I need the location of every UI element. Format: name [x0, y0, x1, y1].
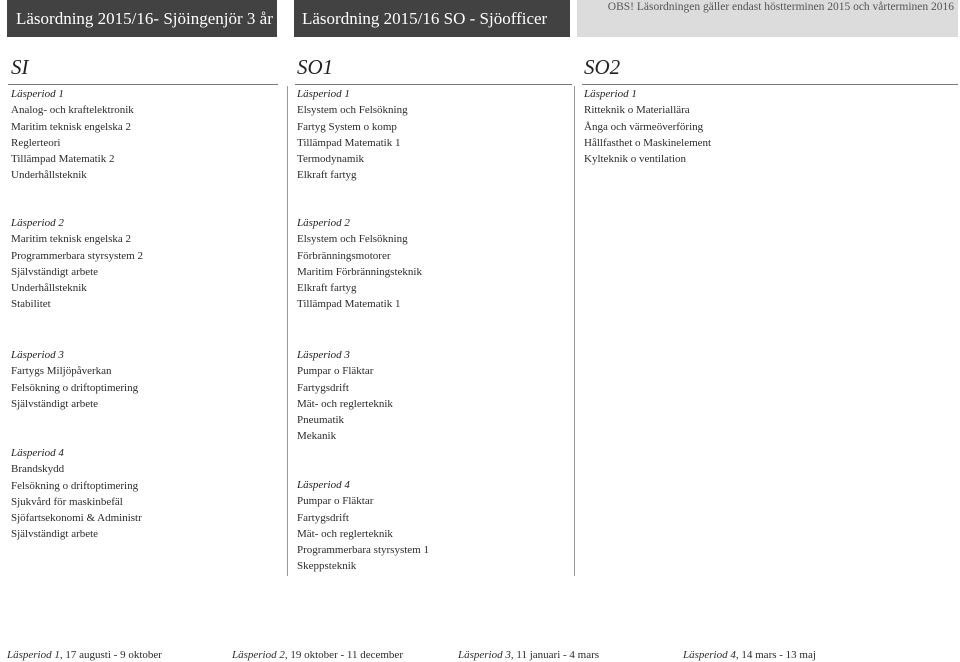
period-dates-footer	[0, 649, 960, 662]
course-item: Självständigt arbete	[11, 265, 99, 278]
course-item: Fartygs Miljöpåverkan	[11, 365, 112, 378]
course-item: Elkraft fartyg	[297, 169, 357, 182]
column-heading-si: SI	[11, 55, 29, 79]
footer-period-dates: , 14 mars - 13 maj	[735, 649, 816, 661]
tab-sjoingenjor-label: Läsordning 2015/16- Sjöingenjör 3 år	[16, 9, 273, 28]
course-item: Underhållsteknik	[11, 169, 87, 182]
footer-period-dates: , 11 januari - 4 mars	[510, 649, 600, 661]
course-item: Sjukvård för maskinbefäl	[11, 495, 123, 508]
course-item: Termodynamik	[297, 153, 365, 166]
course-item: Stabilitet	[11, 298, 51, 311]
si-period-4	[11, 445, 142, 543]
course-item: Elkraft fartyg	[297, 282, 357, 295]
so1-period-1	[297, 86, 408, 184]
course-item: Pumpar o Fläktar	[297, 365, 374, 378]
footer-period-label: Läsperiod 4	[683, 649, 736, 661]
so1-period-2	[297, 215, 422, 313]
course-item: Självständigt arbete	[11, 397, 99, 410]
footer-period-label: Läsperiod 1	[7, 649, 60, 661]
footer-period-4	[683, 649, 816, 661]
column-heading-so1: SO1	[297, 55, 334, 79]
si-period-2	[11, 215, 143, 313]
period-title: Läsperiod 2	[11, 217, 64, 229]
course-item: Ritteknik o Materiallära	[584, 104, 690, 117]
course-item: Programmerbara styrsystem 1	[297, 544, 429, 557]
footer-period-label: Läsperiod 3	[458, 649, 511, 661]
course-item: Fartygsdrift	[297, 511, 349, 524]
course-item: Elsystem och Felsökning	[297, 104, 408, 117]
course-item: Fartygsdrift	[297, 381, 349, 394]
course-item: Analog- och kraftelektronik	[11, 104, 134, 117]
so1-period-4	[297, 477, 429, 575]
period-title: Läsperiod 1	[584, 88, 637, 100]
course-item: Tillämpad Matematik 1	[297, 136, 401, 149]
footer-period-3	[458, 649, 599, 661]
footer-period-dates: , 19 oktober - 11 december	[284, 649, 403, 661]
course-item: Maritim teknisk engelska 2	[11, 120, 132, 133]
column-separator-2	[574, 86, 575, 576]
so1-period-3	[297, 347, 393, 445]
course-item: Programmerbara styrsystem 2	[11, 249, 143, 262]
course-item: Elsystem och Felsökning	[297, 233, 408, 246]
course-item: Felsökning o driftoptimering	[11, 381, 139, 394]
period-title: Läsperiod 1	[297, 88, 350, 100]
course-item: Brandskydd	[11, 463, 65, 476]
course-item: Fartyg System o komp	[297, 120, 397, 133]
course-item: Felsökning o driftoptimering	[11, 479, 139, 492]
footer-period-2	[232, 649, 403, 661]
course-item: Pneumatik	[297, 414, 345, 427]
course-item: Förbränningsmotorer	[297, 249, 391, 262]
column-divider-so1	[295, 84, 572, 85]
period-title: Läsperiod 2	[297, 217, 350, 229]
so2-period-1	[584, 86, 711, 167]
course-item: Underhållsteknik	[11, 282, 87, 295]
course-item: Skeppsteknik	[297, 560, 357, 573]
course-item: Mät- och reglerteknik	[297, 527, 393, 540]
si-period-3	[11, 347, 138, 412]
course-item: Hållfasthet o Maskinelement	[584, 136, 712, 149]
course-item: Maritim teknisk engelska 2	[11, 233, 132, 246]
tab-sjoofficer[interactable]	[294, 0, 570, 37]
course-item: Kylteknik o ventilation	[584, 153, 687, 166]
period-title: Läsperiod 1	[11, 88, 64, 100]
course-item: Pumpar o Fläktar	[297, 495, 374, 508]
course-item: Tillämpad Matematik 2	[11, 153, 115, 166]
column-separator-1	[287, 86, 288, 576]
course-item: Mät- och reglerteknik	[297, 397, 393, 410]
course-item: Självständigt arbete	[11, 528, 99, 541]
course-item: Reglerteori	[11, 136, 61, 149]
period-title: Läsperiod 4	[297, 479, 350, 491]
si-period-1	[11, 86, 134, 184]
course-item: Sjöfartsekonomi & Administr	[11, 512, 142, 525]
course-item: Maritim Förbränningsteknik	[297, 265, 422, 278]
notice-banner	[577, 0, 958, 37]
tab-sjoingenjor[interactable]	[7, 0, 277, 37]
notice-text: OBS! Läsordningen gäller endast höstterminen 2015 och vårterminen 2016	[607, 1, 954, 13]
course-item: Mekanik	[297, 430, 337, 443]
tab-sjoofficer-label: Läsordning 2015/16 SO - Sjöofficer	[302, 9, 548, 28]
footer-period-dates: , 17 augusti - 9 oktober	[59, 649, 162, 661]
period-title: Läsperiod 3	[297, 349, 350, 361]
footer-period-label: Läsperiod 2	[232, 649, 285, 661]
course-item: Tillämpad Matematik 1	[297, 298, 401, 311]
course-item: Ånga och värmeöverföring	[584, 120, 704, 133]
period-title: Läsperiod 3	[11, 349, 64, 361]
footer-period-1	[7, 649, 162, 661]
column-heading-so2: SO2	[584, 55, 621, 79]
column-divider-si	[8, 84, 278, 85]
column-divider-so2	[582, 84, 958, 85]
period-title: Läsperiod 4	[11, 447, 64, 459]
